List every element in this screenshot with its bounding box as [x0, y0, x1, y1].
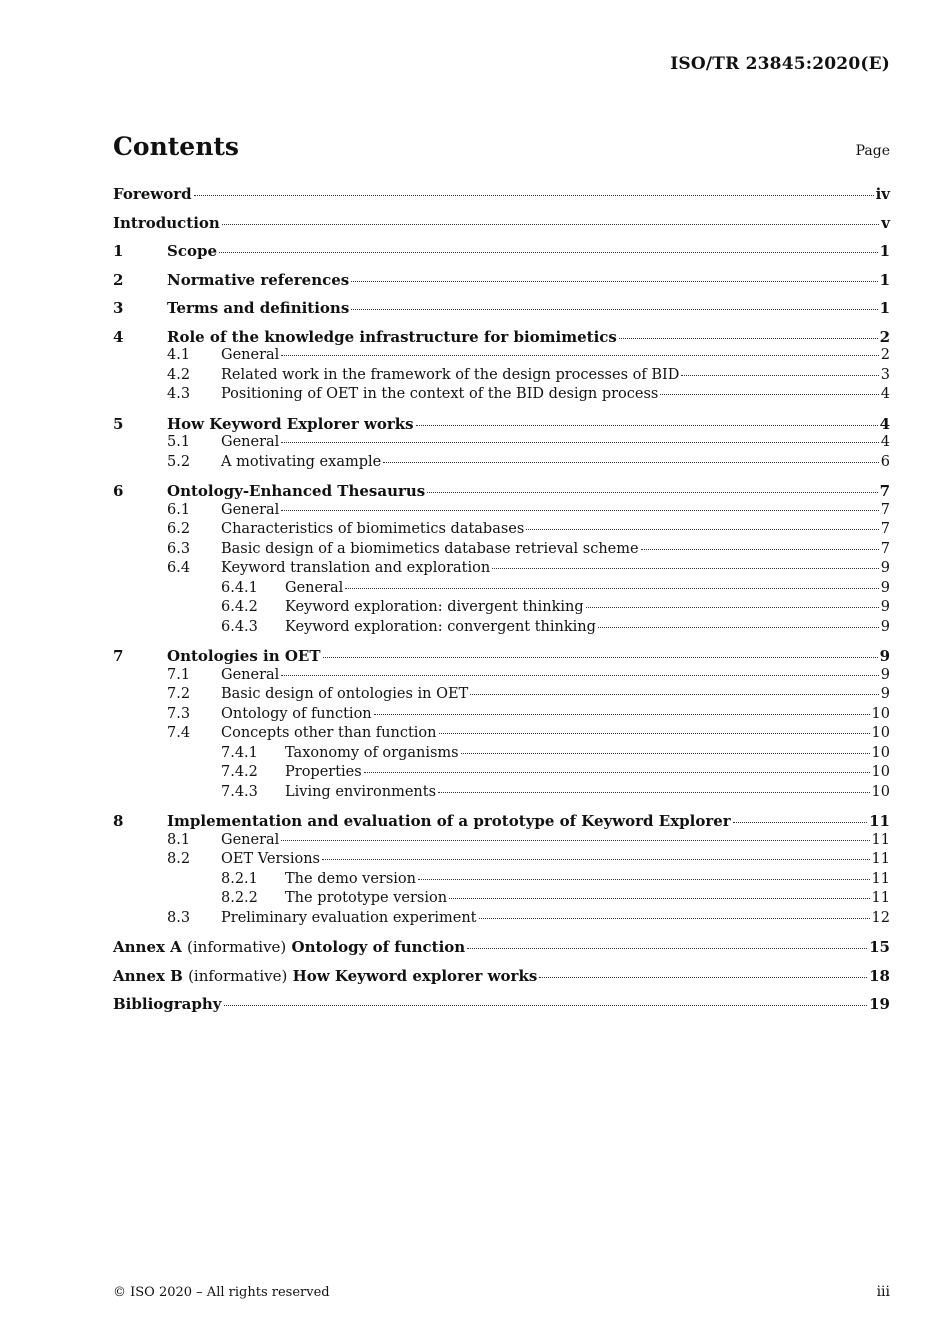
toc-entry-title: A motivating example — [221, 453, 382, 470]
toc-entry-page: 2 — [880, 347, 890, 363]
toc-entry-title — [113, 938, 465, 956]
dot-leader — [586, 607, 879, 608]
toc-entry-page: 10 — [871, 725, 890, 741]
toc-entry-page: 7 — [880, 521, 890, 537]
toc-entry-title: Introduction — [113, 213, 220, 232]
toc-entry-number: 2 — [113, 270, 124, 289]
toc-entry[interactable] — [113, 299, 890, 319]
dot-leader — [281, 442, 878, 443]
toc-entry[interactable] — [113, 745, 890, 765]
toc-entry[interactable] — [113, 967, 890, 987]
toc-entry-number: 4.1 — [167, 347, 191, 363]
dot-leader — [219, 252, 878, 253]
toc-entry-title: OET Versions — [221, 851, 320, 867]
toc-entry[interactable] — [113, 214, 890, 234]
toc-entry[interactable] — [113, 910, 890, 930]
dot-leader — [439, 733, 870, 734]
toc-entry-title: Terms and definitions — [167, 299, 350, 317]
toc-entry-page: 1 — [879, 299, 890, 317]
toc-entry-number: 1 — [113, 242, 124, 260]
toc-entry-title: Keyword translation and exploration — [221, 560, 491, 576]
toc-entry-number: 6 — [113, 482, 124, 500]
dot-leader — [461, 753, 870, 754]
dot-leader — [383, 462, 879, 463]
toc-entry[interactable] — [113, 271, 890, 291]
toc-entry[interactable] — [113, 832, 890, 852]
dot-leader — [641, 549, 879, 550]
toc-entry-title: General — [221, 666, 280, 683]
toc-entry-number: 5.1 — [167, 434, 191, 450]
toc-entry-number: 7.4.3 — [221, 783, 258, 800]
toc-entry-page: 2 — [879, 327, 890, 346]
toc-entry[interactable] — [113, 328, 890, 348]
toc-entry-title: The prototype version — [285, 890, 448, 906]
toc-entry-title: Concepts other than function — [221, 725, 437, 741]
dot-leader — [492, 568, 879, 569]
toc-entry-number: 6.2 — [167, 521, 191, 537]
toc-entry-number: 8 — [113, 812, 124, 830]
toc-entry-number: 4 — [113, 327, 124, 346]
dot-leader — [281, 675, 878, 676]
toc-entry-title: Properties — [285, 764, 362, 780]
toc-entry-page: 3 — [880, 366, 890, 383]
toc-entry-page: 18 — [869, 966, 890, 985]
annex-title: Ontology of function — [291, 938, 466, 956]
toc-entry-title: Characteristics of biomimetics databases — [221, 521, 525, 537]
toc-entry[interactable] — [113, 764, 890, 784]
dot-leader — [449, 898, 870, 899]
toc-entry-page: 7 — [879, 482, 890, 500]
toc-entry-number: 8.2.1 — [221, 870, 258, 887]
toc-entry-number: 7.2 — [167, 686, 191, 702]
toc-entry[interactable] — [113, 502, 890, 522]
toc-entry[interactable] — [113, 647, 890, 667]
toc-entry-number: 6.4 — [167, 560, 191, 576]
toc-entry-number: 5 — [113, 414, 124, 433]
toc-entry-title: General — [285, 579, 344, 596]
toc-entry-number: 8.2.2 — [221, 890, 258, 906]
toc-entry-page: 4 — [880, 434, 890, 450]
toc-entry-title: Normative references — [167, 270, 350, 289]
toc-entry[interactable] — [113, 619, 890, 639]
toc-entry[interactable] — [113, 347, 890, 367]
toc-entry-number: 7 — [113, 647, 124, 665]
toc-entry-page: v — [881, 213, 890, 232]
annex-note: (informative) — [187, 938, 287, 956]
toc-entry-page: 15 — [869, 938, 890, 956]
toc-entry-number: 4.2 — [167, 366, 191, 383]
toc-entry-title: Related work in the framework of the design processes of BID — [221, 366, 680, 383]
contents-heading: Contents — [113, 132, 240, 161]
toc-entry-page: 4 — [880, 386, 890, 402]
toc-entry-page: 19 — [869, 995, 890, 1013]
toc-entry-page: 9 — [879, 647, 890, 665]
toc-entry-title: General — [221, 831, 280, 848]
toc-entry-page: 10 — [871, 705, 890, 722]
toc-entry-title: Keyword exploration: divergent thinking — [285, 599, 584, 615]
toc-entry-page: 9 — [880, 666, 890, 683]
table-of-contents — [113, 185, 890, 1015]
dot-leader — [438, 792, 870, 793]
toc-entry[interactable] — [113, 386, 890, 406]
toc-entry-title: Ontology of function — [221, 705, 372, 722]
annex-label: Annex A — [113, 938, 182, 956]
toc-entry[interactable] — [113, 871, 890, 891]
toc-entry-title: Foreword — [113, 185, 192, 203]
toc-entry-page: 11 — [869, 812, 890, 830]
toc-entry-page: 9 — [880, 618, 890, 635]
toc-entry[interactable] — [113, 454, 890, 474]
dot-leader — [470, 694, 879, 695]
dot-leader — [660, 394, 878, 395]
toc-entry-page: 10 — [871, 764, 890, 780]
toc-entry-page: 7 — [880, 501, 890, 518]
document-id: ISO/TR 23845:2020(E) — [670, 54, 890, 74]
annex-note: (informative) — [188, 966, 288, 985]
dot-leader — [281, 355, 878, 356]
dot-leader — [364, 772, 870, 773]
toc-entry[interactable] — [113, 367, 890, 387]
toc-entry-page: 10 — [871, 744, 890, 761]
toc-entry[interactable] — [113, 995, 890, 1015]
toc-entry-title: Living environments — [285, 783, 437, 800]
dot-leader — [598, 627, 879, 628]
toc-entry-page: 9 — [880, 560, 890, 576]
annex-title: How Keyword explorer works — [292, 966, 538, 985]
toc-entry-title — [113, 967, 537, 985]
toc-entry[interactable] — [113, 725, 890, 745]
toc-entry-page: 10 — [871, 783, 890, 800]
toc-entry-number: 7.4.2 — [221, 764, 258, 780]
dot-leader — [194, 195, 874, 196]
toc-entry[interactable] — [113, 415, 890, 435]
dot-leader — [479, 918, 870, 919]
dot-leader — [733, 822, 867, 823]
toc-entry-number: 6.4.3 — [221, 618, 258, 635]
dot-leader — [281, 840, 869, 841]
toc-entry-number: 7.1 — [167, 666, 191, 683]
toc-entry-number: 8.1 — [167, 831, 191, 848]
dot-leader — [681, 375, 878, 376]
dot-leader — [374, 714, 870, 715]
toc-entry-title: How Keyword Explorer works — [167, 414, 414, 433]
toc-entry-title: Bibliography — [113, 995, 222, 1013]
toc-entry[interactable] — [113, 784, 890, 804]
toc-entry-page: 9 — [880, 579, 890, 596]
toc-entry[interactable] — [113, 482, 890, 502]
toc-entry[interactable] — [113, 599, 890, 619]
toc-entry-page: 9 — [880, 599, 890, 615]
toc-entry-title: Role of the knowledge infrastructure for biomimetics — [167, 327, 617, 346]
dot-leader — [526, 529, 878, 530]
toc-entry-number: 6.1 — [167, 501, 191, 518]
toc-entry-title: Ontologies in OET — [167, 647, 321, 665]
toc-entry-page: 6 — [880, 453, 890, 470]
toc-entry-title: Taxonomy of organisms — [285, 744, 459, 761]
toc-entry[interactable] — [113, 185, 890, 205]
toc-entry-number: 4.3 — [167, 386, 191, 402]
toc-entry-title: Implementation and evaluation of a prototype of Keyword Explorer — [167, 812, 731, 830]
toc-entry-page: 11 — [871, 890, 890, 906]
dot-leader — [281, 510, 878, 511]
toc-entry-title: Preliminary evaluation experiment — [221, 909, 477, 926]
toc-entry[interactable] — [113, 667, 890, 687]
toc-entry-number: 8.3 — [167, 909, 191, 926]
toc-entry-number: 7.3 — [167, 705, 191, 722]
toc-entry-page: 11 — [871, 851, 890, 867]
toc-entry-number: 7.4.1 — [221, 744, 258, 761]
toc-entry-title: Basic design of a biomimetics database retrieval scheme — [221, 540, 639, 557]
dot-leader — [322, 859, 870, 860]
toc-entry-page: 9 — [880, 686, 890, 702]
toc-entry[interactable] — [113, 686, 890, 706]
toc-entry-page: 1 — [879, 270, 890, 289]
toc-entry-title: Scope — [167, 242, 218, 260]
dot-leader — [539, 977, 867, 978]
toc-entry-page: 11 — [871, 831, 890, 848]
toc-entry[interactable] — [113, 242, 890, 262]
toc-entry-title: Ontology-Enhanced Thesaurus — [167, 482, 426, 500]
toc-entry-title: General — [221, 501, 280, 518]
dot-leader — [351, 281, 877, 282]
toc-entry-number: 7.4 — [167, 725, 191, 741]
toc-entry-page: 7 — [880, 540, 890, 557]
dot-leader — [323, 657, 878, 658]
dot-leader — [345, 588, 878, 589]
dot-leader — [467, 948, 867, 949]
toc-entry-number: 5.2 — [167, 453, 191, 470]
toc-entry[interactable] — [113, 560, 890, 580]
toc-entry-title: General — [221, 347, 280, 363]
toc-entry-page: 11 — [871, 870, 890, 887]
dot-leader — [418, 879, 870, 880]
toc-entry-title: Basic design of ontologies in OET — [221, 686, 469, 702]
toc-entry[interactable] — [113, 706, 890, 726]
toc-entry[interactable] — [113, 434, 890, 454]
toc-entry[interactable] — [113, 938, 890, 958]
dot-leader — [222, 224, 879, 225]
toc-entry-number: 6.4.1 — [221, 579, 258, 596]
dot-leader — [427, 492, 877, 493]
dot-leader — [351, 309, 877, 310]
toc-entry[interactable] — [113, 580, 890, 600]
toc-entry[interactable] — [113, 851, 890, 871]
toc-entry-title: Positioning of OET in the context of the BID design process — [221, 386, 659, 402]
toc-entry[interactable] — [113, 890, 890, 910]
toc-entry-number: 6.4.2 — [221, 599, 258, 615]
toc-entry[interactable] — [113, 812, 890, 832]
toc-entry-title: The demo version — [285, 870, 417, 887]
toc-entry-page: iv — [875, 185, 890, 203]
dot-leader — [224, 1005, 868, 1006]
toc-entry-title: General — [221, 434, 280, 450]
page-column-label: Page — [855, 143, 890, 159]
toc-entry-page: 4 — [879, 414, 890, 433]
annex-label: Annex B — [113, 966, 183, 985]
toc-entry-number: 8.2 — [167, 851, 191, 867]
toc-entry-number: 3 — [113, 299, 124, 317]
toc-entry-page: 1 — [879, 242, 890, 260]
copyright-notice: © ISO 2020 – All rights reserved — [113, 1285, 330, 1300]
page-number: iii — [876, 1284, 890, 1300]
toc-entry-title: Keyword exploration: convergent thinking — [285, 618, 596, 635]
dot-leader — [619, 338, 878, 339]
toc-entry-number: 6.3 — [167, 540, 191, 557]
toc-entry[interactable] — [113, 541, 890, 561]
toc-entry-page: 12 — [871, 909, 890, 926]
toc-entry[interactable] — [113, 521, 890, 541]
dot-leader — [416, 425, 878, 426]
